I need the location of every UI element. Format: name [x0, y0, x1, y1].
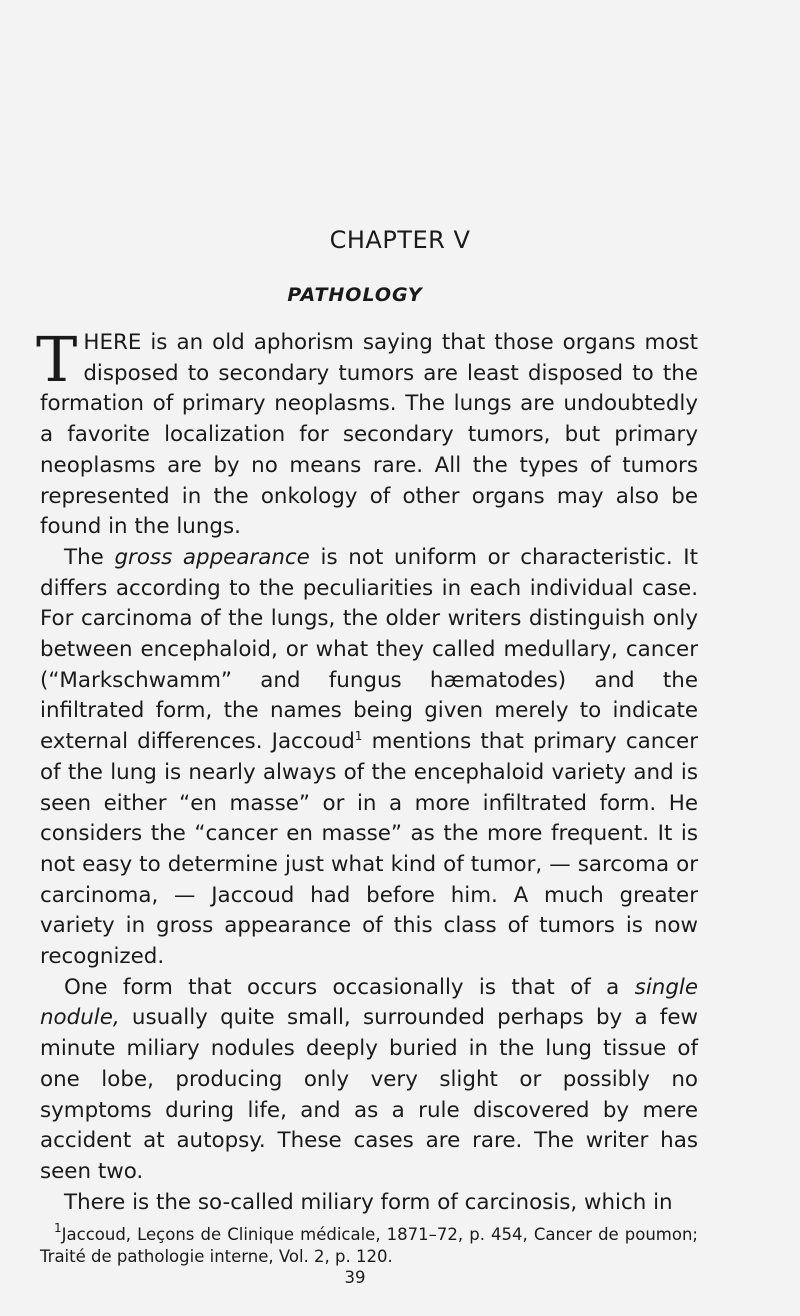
paragraph-4-text: There is the so-called miliary form of carcinosis, which in	[64, 1189, 673, 1215]
page-number: 39	[344, 1268, 366, 1287]
paragraph-2	[40, 543, 698, 973]
footnote-marker: 1	[54, 1221, 62, 1235]
paragraph-2-lead: The	[64, 544, 115, 570]
paragraph-1	[36, 323, 698, 543]
footnote-reference: 1	[354, 729, 363, 744]
paragraph-3-text: usually quite small, surrounded perhaps by a few minute miliary nodules deeply buried in the lung tissue of one lobe, producing only very slight or possibly no symptoms during life, and as a rule discovered by mere accident at autopsy. These cases are rare. The writer has seen two.	[40, 1005, 698, 1184]
paragraph-2-text-continued: mentions that primary cancer of the lung is nearly always of the encephaloid variety and is seen either “en masse” or in a more infiltrated form. He considers the “cancer en masse” as the more frequent. It is not easy to determine just what kind of tumor, — sarcoma or carcinoma, — Jaccoud had before him. A much greater variety in gross appearance of this class of tumors is now recognized.	[40, 729, 698, 970]
paragraph-3	[40, 973, 698, 1188]
paragraph-1-text: HERE is an old aphorism saying that those organs most disposed to secondary tumors are least disposed to the formation of primary neoplasms. The lungs are undoubtedly a favorite localization for secondary tumors, but primary neoplasms are by no means rare. All the types of tumors represented in the onkology of other organs may also be found in the lungs.	[40, 330, 698, 540]
chapter-title: PATHOLOGY	[287, 284, 423, 306]
paragraph-3-emphasis: single nodule,	[40, 974, 698, 1031]
paragraph-4	[40, 1188, 698, 1219]
footnote-text: Jaccoud, Leçons de Clinique médicale, 1871–72, p. 454, Cancer de poumon; Traité de pathologie interne, Vol. 2, p. 120.	[40, 1225, 698, 1266]
body-text	[36, 323, 698, 1218]
paragraph-3-lead: One form that occurs occasionally is that of a	[64, 974, 635, 1000]
chapter-heading: CHAPTER V	[329, 226, 471, 254]
paragraph-2-text: is not uniform or characteristic. It differs according to the peculiarities in each individual case. For carcinoma of the lungs, the older writers distinguish only between encephaloid, or what they called medullary, cancer (“Markschwamm” and fungus hæmatodes) and the infiltrated form, the names being given merely to indicate external differences. Jaccoud	[40, 544, 698, 755]
footnote	[40, 1221, 698, 1268]
paragraph-2-emphasis: gross appearance	[114, 544, 310, 570]
drop-cap: T	[36, 323, 78, 396]
